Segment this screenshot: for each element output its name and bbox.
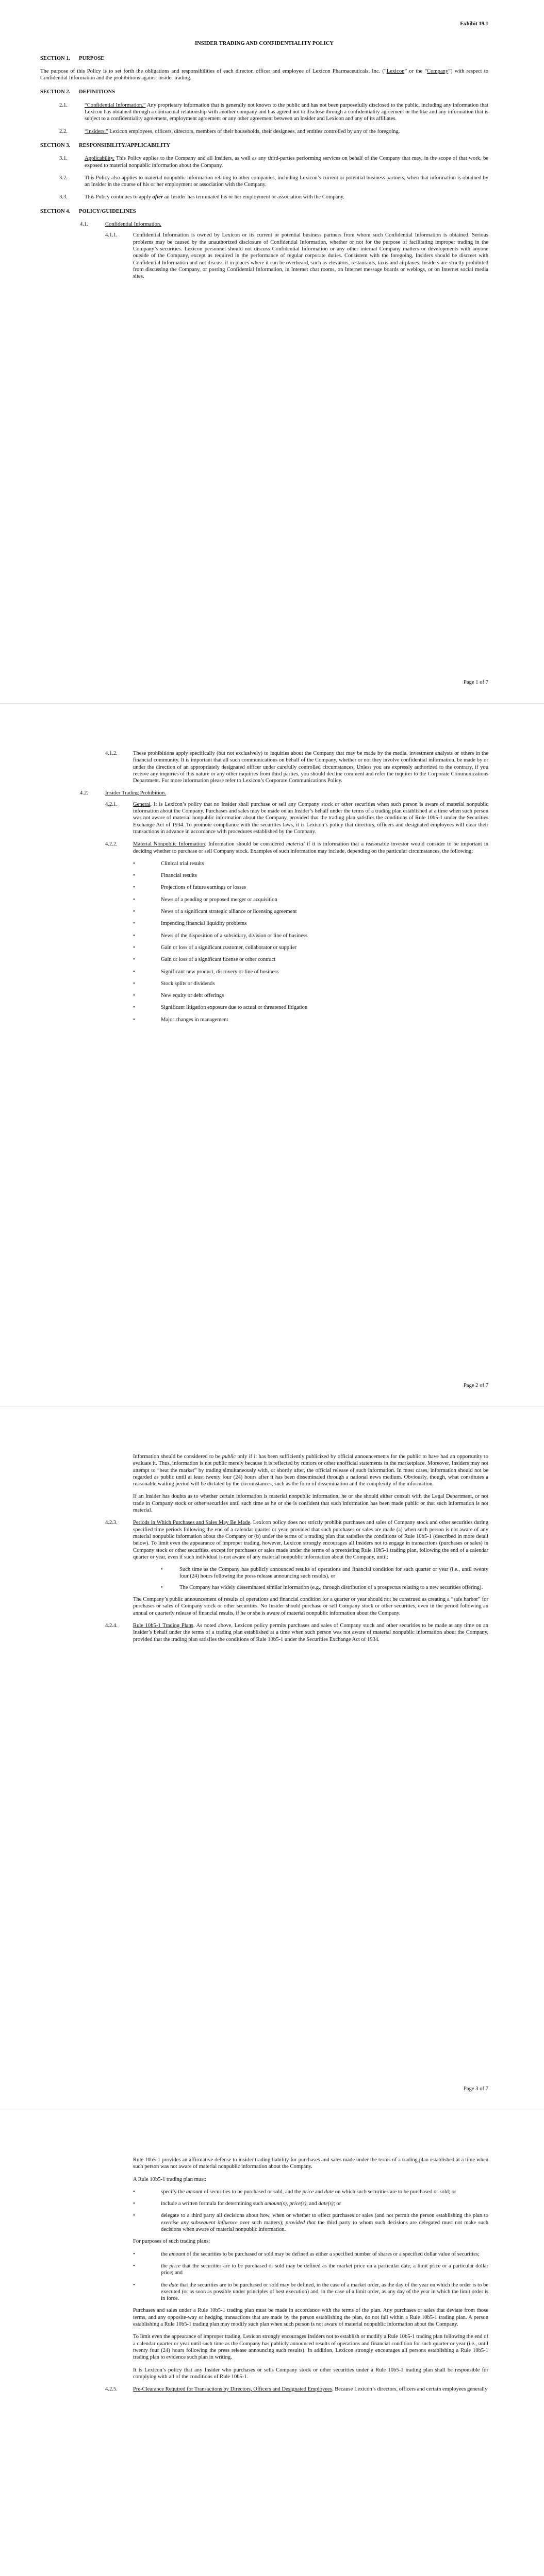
bullet-icon: • — [133, 1005, 135, 1011]
section-3-heading — [40, 142, 488, 149]
section-4-heading — [40, 208, 488, 215]
document-page-4 — [0, 2110, 544, 2576]
clause-number: 4.2.3. — [105, 1520, 118, 1526]
clause-number: 4.2.1. — [105, 801, 118, 807]
plan-requirements-list — [133, 2189, 488, 2233]
clause-lead: Applicability. — [85, 156, 114, 162]
bullet-icon: • — [161, 1584, 163, 1590]
clause-4-2-2: 4.2.2. Material Nonpublic Information. Information should be considered material if it is information that a reasonable investor would consider to be important in deciding whether to purchase or sell Company stock. Examples of such information may include, depending on the particular circumstances, the following: — [105, 841, 488, 854]
plan-responsibility-paragraph: It is Lexicon’s policy that any Insider who purchases or sells Company stock or other securities under a Rule 10b5-1 trading plan shall be responsible for complying with all of the conditions of Rule 10b5-1. — [133, 2367, 488, 2380]
list-item: • specify the amount of securities to be purchased or sold, and the price and date on which such securities are to be purchased or sold; or — [133, 2189, 456, 2195]
definition-2-1: 2.1. “Confidential Information.” Any proprietary information that is generally not known to the public and has not been purposefully disclosed to the public, including any information that Lexicon has obtained through a contractual relationship with another company and has agreed not to disclose through a confidentiality agreement or the like and any information that is subject to a confidentiality agreement, employment agreement or any other agreement between an Insider and Lexicon and any of its affiliates. — [59, 102, 488, 122]
section-number: SECTION 4. — [40, 208, 71, 214]
bullet-icon: • — [133, 980, 135, 987]
document-page-2 — [0, 703, 544, 1406]
bullet-icon: • — [133, 860, 135, 867]
bullet-icon: • — [133, 896, 135, 903]
section-title: PURPOSE — [79, 55, 105, 61]
list-item: • delegate to a third party all decisions about how, when or whether to effect purchases or sales (and not permit the person establishing the plan to exercise any subsequent influence over such matters); provided that the third party to whom such decisions are delegated must not make such decisions when aware of material nonpublic information. — [133, 2213, 488, 2233]
clause-number: 2.2. — [59, 128, 68, 134]
clause-number: 2.1. — [59, 102, 68, 108]
subsection-title: Confidential Information. — [105, 222, 161, 228]
clause-4-1-2: 4.1.2. These prohibitions apply specifically (but not exclusively) to inquiries about the Company that may be made by the media, investment analysts or others in the financial community. It is important that all such communications on behalf of the Company, whether or not they involve confidential information, be made by or under the direction of an appropriately designated officer under carefully controlled circumstances. Unless you are expressly authorized to the contrary, if you receive any inquiries of this nature or any other inquiries from third parties, you should decline comment and refer the inquirer to the Corporate Communications Department. For more information please refer to Lexicon’s Corporate Communications Policy. — [105, 751, 488, 784]
clause-number: 4.1. — [80, 222, 88, 228]
subsection-4-2-heading — [80, 790, 488, 796]
bullet-icon: • — [133, 993, 135, 999]
plan-compliance-paragraph: Purchases and sales under a Rule 10b5-1 trading plan must be made in accordance with the terms of the plan. Any purchases or sales that deviate from those terms, and any opposite-way or hedging transactions that are made by the person establishing the plan, do not fall within a Rule 10b5-1 trading plan. A person establishing a Rule 10b5-1 trading plan may modify such plan when such person is not aware of material nonpublic information about the Company. — [133, 2308, 488, 2328]
bullet-icon: • — [133, 2213, 135, 2219]
clause-lead: Periods in Which Purchases and Sales May Be Made — [133, 1520, 251, 1526]
trading-window-conditions — [161, 1566, 488, 1591]
list-item: • Major changes in management — [133, 1016, 228, 1023]
safe-harbor-paragraph: The Company’s public announcement of results of operations and financial condition for a quarter or year should not be construed as creating a “safe harbor” for purchases or sales of Company stock or other securities. No Insider should purchase or sell Company stock or other securities, even in the period following an annual or quarterly release of financial results, if he or she is aware of material nonpublic information about the Company. — [133, 1597, 488, 1616]
doubt-paragraph: If an Insider has doubts as to whether certain information is material nonpublic information, he or she should either consult with the Legal Department, or not trade in Company stock or other securities until such time as he or she is confident that such information has been made public or that such information is not material. — [133, 1494, 488, 1514]
list-item: • Such time as the Company has publicly announced results of operations and financial condition for such quarter or year (i.e., until twenty four (24) hours following the press release announcing such results), or — [161, 1567, 488, 1580]
plan-timing-paragraph: To limit even the appearance of improper trading, Lexicon strongly encourages Insiders not to establish or modify a Rule 10b5-1 trading plan following the end of a calendar quarter or year until such time as the Company has publicly announced results of operations and financial condition for such quarter or year (i.e., until twenty four (24) hours following the press release announcing such results). In addition, Lexicon strongly encourages all persons establishing a Rule 10b5-1 trading plan to evidence such plan in writing. — [133, 2334, 488, 2361]
clause-lead: Material Nonpublic Information — [133, 841, 205, 848]
section-number: SECTION 1. — [40, 55, 71, 61]
document-title: INSIDER TRADING AND CONFIDENTIALITY POLICY — [194, 41, 334, 47]
clause-4-2-4: 4.2.4. Rule 10b5-1 Trading Plans. As noted above, Lexicon policy permits purchases and sales of Company stock and other securities to be made at any time on an Insider’s behalf under the terms of a trading plan established at a time when such person was not aware of material nonpublic information about the Company, provided that the trading plan satisfies the conditions of Rule 10b5-1 under the Securities Exchange Act of 1934. — [105, 1622, 488, 1642]
bullet-icon: • — [133, 933, 135, 939]
clause-3-1: 3.1. Applicability. This Policy applies to the Company and all Insiders, as well as any third-parties performing services on behalf of the Company that may, in the scope of that work, be exposed to material nonpublic information about the Company. — [59, 156, 488, 168]
clause-number: 4.1.1. — [105, 232, 118, 239]
list-item: • Stock splits or dividends — [133, 980, 215, 987]
bullet-icon: • — [133, 2189, 135, 2195]
bullet-icon: • — [133, 969, 135, 975]
list-item: • Gain or loss of a significant license or other contract — [133, 957, 276, 963]
clause-lead: Pre-Clearance Required for Transactions by Directors, Officers and Designated Employees — [133, 2386, 332, 2393]
clause-lead: General — [133, 801, 151, 807]
bullet-icon: • — [133, 885, 135, 891]
clause-number: 4.2.4. — [105, 1622, 118, 1629]
bullet-icon: • — [133, 873, 135, 879]
bullet-icon: • — [133, 2263, 135, 2269]
emphasis-public: public — [222, 1454, 236, 1460]
list-item: • Significant litigation exposure due to actual or threatened litigation — [133, 1005, 308, 1011]
document-page-1 — [0, 0, 544, 703]
bullet-icon: • — [133, 921, 135, 927]
bullet-icon: • — [133, 2251, 135, 2257]
lexicon-defined-term: Lexicon — [386, 68, 405, 74]
clause-4-1-1: 4.1.1. Confidential Information is owned by Lexicon or its current or potential business partners from whom such Confidential Information is obtained. Serious problems may be caused by the unauthorized disclosure of Confidential Information, whether or not for the purpose of facilitating improper trading in the Company’s securities. Lexicon personnel should not discuss Confidential Information or any other internal Company matters or developments with anyone outside of the Company, except as required in the performance of regular corporate duties. Consistent with the foregoing, Insiders should be discreet with Confidential Information and not discuss it in places where it can be overheard, such as elevators, restaurants, taxis and airplanes. Insiders are strictly prohibited from discussing the Company, or posting Confidential Information, in Internet chat rooms, on Internet message boards or weblogs, or on Internet social media sites. — [105, 232, 488, 280]
clause-number: 4.2.2. — [105, 841, 118, 848]
section-title: RESPONSIBILITY/APPLICABILITY — [79, 142, 171, 148]
section-title: DEFINITIONS — [79, 89, 116, 95]
list-item: • Significant new product, discovery or line of business — [133, 969, 279, 975]
bullet-icon: • — [133, 957, 135, 963]
bullet-icon: • — [161, 1567, 163, 1573]
list-item: • include a written formula for determining such amount(s), price(s), and date(s); or — [133, 2201, 341, 2207]
page-number: Page 1 of 7 — [464, 679, 488, 685]
clause-4-2-1: 4.2.1. General. It is Lexicon’s policy that no Insider shall purchase or sell any Company stock or other securities when such person is aware of material nonpublic information about the Company. Purchases and sales may be made on an Insider’s behalf under the terms of a trading plan established at a time when such person was not aware of material nonpublic information about the Company, provided that the trading plan satisfies the conditions of Rule 10b5-1 under the Securities Exchange Act of 1934. To promote compliance with the securities laws, it is Lexicon’s policy that directors, officers and designated employees will clear their transactions in advance in accordance with procedures established by the Company. — [105, 801, 488, 835]
section-number: SECTION 2. — [40, 89, 71, 95]
clause-number: 4.1.2. — [105, 751, 118, 756]
section-2-heading — [40, 89, 488, 95]
section-title: POLICY/GUIDELINES — [79, 208, 136, 214]
list-item: • the date that the securities are to be purchased or sold may be defined, in the case of a market order, as the day of the year on which the order is to be executed (or as soon as possible under principles of best execution) and, in the case of a limit order, as any day of the year in which the limit order is in force. — [133, 2282, 489, 2302]
list-item: • New equity or debt offerings — [133, 993, 224, 999]
material-information-examples — [133, 860, 488, 1023]
subsection-4-1-heading — [80, 221, 488, 228]
clause-3-3: 3.3. This Policy continues to apply after an Insider has terminated his or her employment or association with the Company. — [59, 194, 344, 200]
clause-number: 3.1. — [59, 156, 68, 162]
exhibit-label: Exhibit 19.1 — [460, 21, 488, 27]
list-item: • Financial results — [133, 873, 197, 879]
public-information-paragraph: Information should be considered to be public only if it has been sufficiently publicized by official announcements for the public to have had an opportunity to evaluate it. Thus, information is not public merely because it is reflected by rumors or other unofficial statements in the marketplace. Moreover, Insiders may not attempt to “beat the market” by trading simultaneously with, or shortly after, the official release of such information. In most cases, information should not be regarded as public until at least twenty four (24) hours after it has been disseminated through a national news medium. Obviously, though, what constitutes a reasonable waiting period will be dictated by the circumstances, such as the form of dissemination and the complexity of the information. — [133, 1454, 488, 1487]
bullet-icon: • — [133, 909, 135, 915]
list-item: • the amount of the securities to be purchased or sold may be defined as either a specified number of shares or a specified dollar value of securities; — [133, 2251, 480, 2257]
clause-4-2-5: 4.2.5. Pre-Clearance Required for Transactions by Directors, Officers and Designated Employees. Because Lexicon’s directors, officers and certain employees generally — [105, 2386, 488, 2393]
list-item: • Gain or loss of a significant customer, collaborator or supplier — [133, 944, 297, 951]
bullet-icon: • — [133, 1016, 135, 1023]
company-defined-term: Company — [427, 68, 449, 74]
rule-10b5-1-defense-paragraph: Rule 10b5-1 provides an affirmative defense to insider trading liability for purchases and sales made under the terms of a trading plan established at a time when such person was not aware of material nonpublic information about the Company. — [133, 2157, 488, 2170]
section-1-heading — [40, 55, 488, 62]
emphasis-after: after — [152, 194, 163, 200]
page-number: Page 3 of 7 — [464, 2086, 488, 2092]
clause-lead: Rule 10b5-1 Trading Plans — [133, 1622, 193, 1629]
defined-term: “Insiders.” — [85, 128, 108, 134]
list-item: • Projections of future earnings or losses — [133, 885, 246, 891]
plan-purposes-intro: For purposes of such trading plans: — [133, 2239, 210, 2245]
list-item: • News of a pending or proposed merger or acquisition — [133, 896, 277, 903]
defined-term: “Confidential Information.” — [85, 102, 146, 108]
list-item: • the price that the securities are to be purchased or sold may be defined as the market price on a particular date, a limit price or a particular dollar price; and — [133, 2263, 488, 2276]
clause-number: 3.2. — [59, 175, 68, 181]
section-number: SECTION 3. — [40, 142, 71, 148]
clause-number: 3.3. — [59, 194, 68, 200]
list-item: • Clinical trial results — [133, 860, 204, 867]
bullet-icon: • — [133, 2282, 135, 2288]
list-item: • News of a significant strategic alliance or licensing agreement — [133, 909, 297, 915]
bullet-icon: • — [133, 2201, 135, 2207]
list-item: • Impending financial liquidity problems — [133, 921, 247, 927]
clause-number: 4.2. — [80, 790, 88, 796]
plan-purposes-list — [133, 2251, 488, 2302]
bullet-icon: • — [133, 944, 135, 951]
plan-requirements-intro: A Rule 10b5-1 trading plan must: — [133, 2176, 207, 2182]
definition-2-2: 2.2. “Insiders.” Lexicon employees, officers, directors, members of their households, their designees, and entities controlled by any of the foregoing. — [59, 128, 400, 134]
purpose-paragraph: The purpose of this Policy is to set forth the obligations and responsibilities of each director, officer and employee of Lexicon Pharmaceuticals, Inc. (“Lexicon” or the “Company”) with respect to Confidential Information and the prohibitions against insider trading. — [40, 68, 488, 81]
emphasis-material: material — [286, 841, 305, 848]
list-item: • The Company has widely disseminated similar information (e.g., through distribution of a prospectus relating to a new securities offering). — [161, 1584, 483, 1590]
subsection-title: Insider Trading Prohibition. — [105, 790, 167, 796]
clause-3-2: 3.2. This Policy also applies to material nonpublic information relating to other companies, including Lexicon’s current or potential business partners, when that information is obtained by an Insider in the course of his or her employment or association with the Company. — [59, 175, 488, 188]
document-page-3 — [0, 1406, 544, 2110]
page-number: Page 2 of 7 — [464, 1382, 488, 1388]
clause-4-2-3: 4.2.3. Periods in Which Purchases and Sales May Be Made. Lexicon policy does not strictly prohibit purchases and sales of Company stock and other securities during specified time periods following the end of a calendar quarter or year, provided that such purchases or sales are made (a) when such person is not aware of any material nonpublic information about the Company or (b) under the terms of a trading plan that satisfies the conditions of Rule 10b5-1 (described in more detail below). To limit even the appearance of improper trading, however, Lexicon strongly encourages all Insiders not to engage in transactions (purchases or sales) in Company stock or other securities, except for purchases or sales made under the terms of a preexisting Rule 10b5-1 trading plan, following the end of a calendar quarter or year, even if such individual is not aware of any material nonpublic information about the Company, until: — [105, 1520, 488, 1560]
clause-number: 4.2.5. — [105, 2386, 118, 2393]
list-item: • News of the disposition of a subsidiary, division or line of business — [133, 933, 308, 939]
